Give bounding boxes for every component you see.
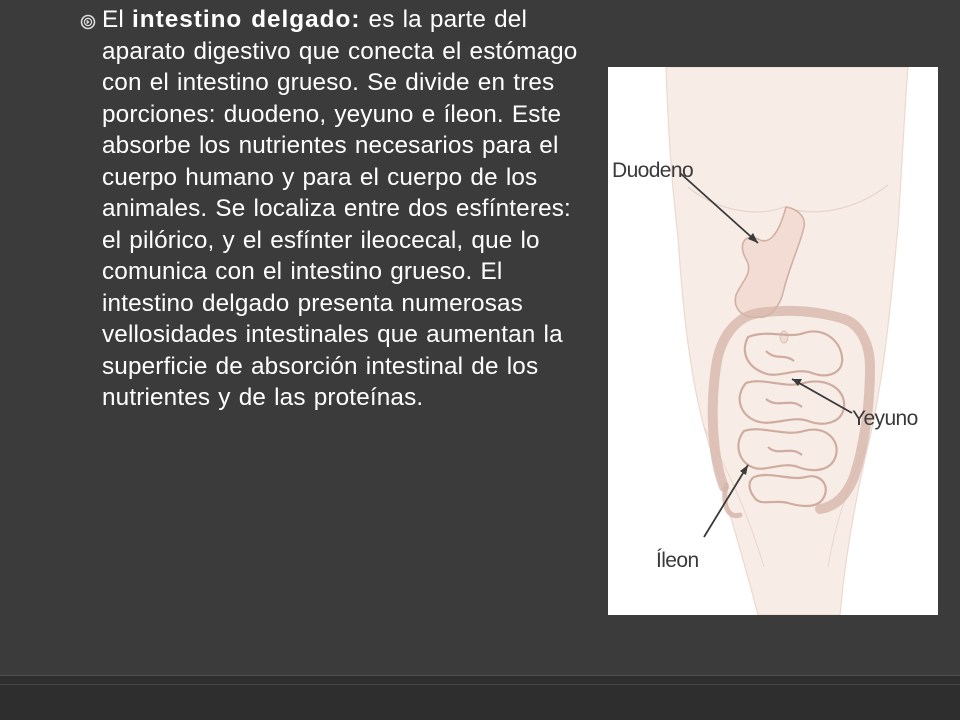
bullet-paragraph xyxy=(70,4,590,414)
intro-text: El xyxy=(102,6,133,33)
footer-band xyxy=(0,675,960,720)
anatomy-illustration xyxy=(608,67,938,615)
navel xyxy=(780,331,788,343)
circle-arrow-bullet-icon xyxy=(80,14,96,30)
abdomen-diagram xyxy=(608,67,938,615)
yeyuno-label: Yeyuno xyxy=(852,407,918,430)
description-text: es la parte del aparato digestivo que conecta el estómago con el intestino grueso. Se divide en tres porciones: duodeno, yeyuno e íleon. Este absorbe los nutrientes necesarios para el cuerpo humano y para el cuerpo de los animales. Se localiza entre dos esfínteres: el pilórico, y el esfínter ileocecal, que lo comunica con el intestino grueso. El intestino delgado presenta numerosas vellosidades intestinales que aumentan la superficie de absorción intestinal de los nutrientes y de las proteínas. xyxy=(102,6,578,411)
term-bold: intestino delgado: xyxy=(132,6,361,33)
body-text xyxy=(102,4,590,414)
ileon-label: Íleon xyxy=(656,549,699,572)
duodeno-label: Duodeno xyxy=(612,159,694,182)
